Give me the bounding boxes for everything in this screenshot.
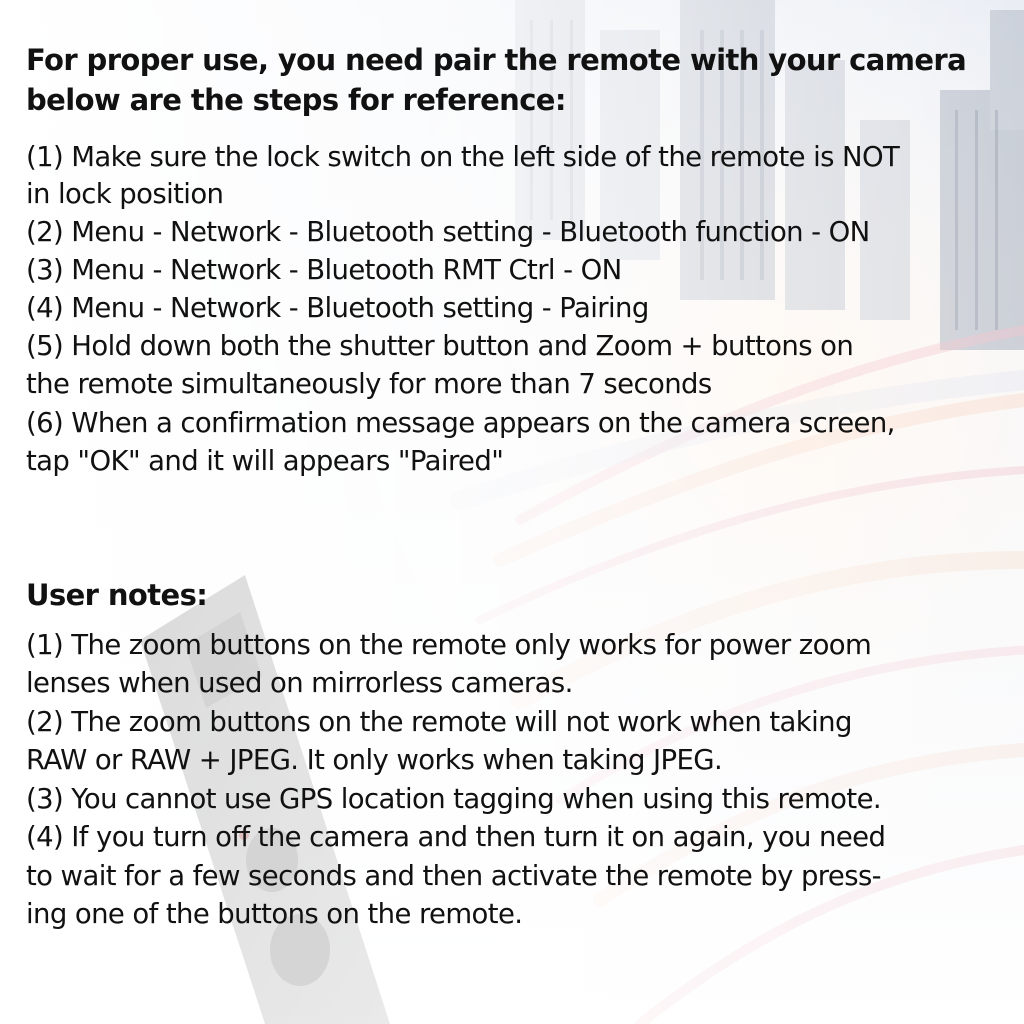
pairing-heading-line-1: For proper use, you need pair the remote with your camera	[26, 43, 967, 77]
user-note-line: (4) If you turn off the camera and then turn it on again, you need	[26, 821, 886, 853]
user-note-line: ing one of the buttons on the remote.	[26, 898, 523, 930]
user-note-line: lenses when used on mirrorless cameras.	[26, 667, 573, 699]
pairing-step-line: (4) Menu - Network - Bluetooth setting - Pairing	[26, 292, 649, 324]
pairing-step-line: in lock position	[26, 178, 224, 210]
pairing-heading-line-2: below are the steps for reference:	[26, 83, 566, 117]
user-note-line: (1) The zoom buttons on the remote only works for power zoom	[26, 629, 872, 661]
user-note-line: (2) The zoom buttons on the remote will not work when taking	[26, 706, 852, 738]
pairing-step-line: (1) Make sure the lock switch on the left side of the remote is NOT	[26, 141, 900, 173]
pairing-step-line: (3) Menu - Network - Bluetooth RMT Ctrl - ON	[26, 254, 622, 286]
user-note-line: (3) You cannot use GPS location tagging when using this remote.	[26, 783, 882, 815]
user-note-line: to wait for a few seconds and then activate the remote by press-	[26, 860, 882, 892]
pairing-step-line: the remote simultaneously for more than 7 seconds	[26, 368, 712, 400]
pairing-step-line: tap "OK" and it will appears "Paired"	[26, 445, 504, 477]
pairing-step-line: (5) Hold down both the shutter button and Zoom + buttons on	[26, 330, 854, 362]
pairing-step-line: (2) Menu - Network - Bluetooth setting - Bluetooth function - ON	[26, 216, 870, 248]
user-notes-heading: User notes:	[26, 578, 208, 612]
user-note-line: RAW or RAW + JPEG. It only works when taking JPEG.	[26, 744, 723, 776]
pairing-step-line: (6) When a confirmation message appears on the camera screen,	[26, 407, 895, 439]
